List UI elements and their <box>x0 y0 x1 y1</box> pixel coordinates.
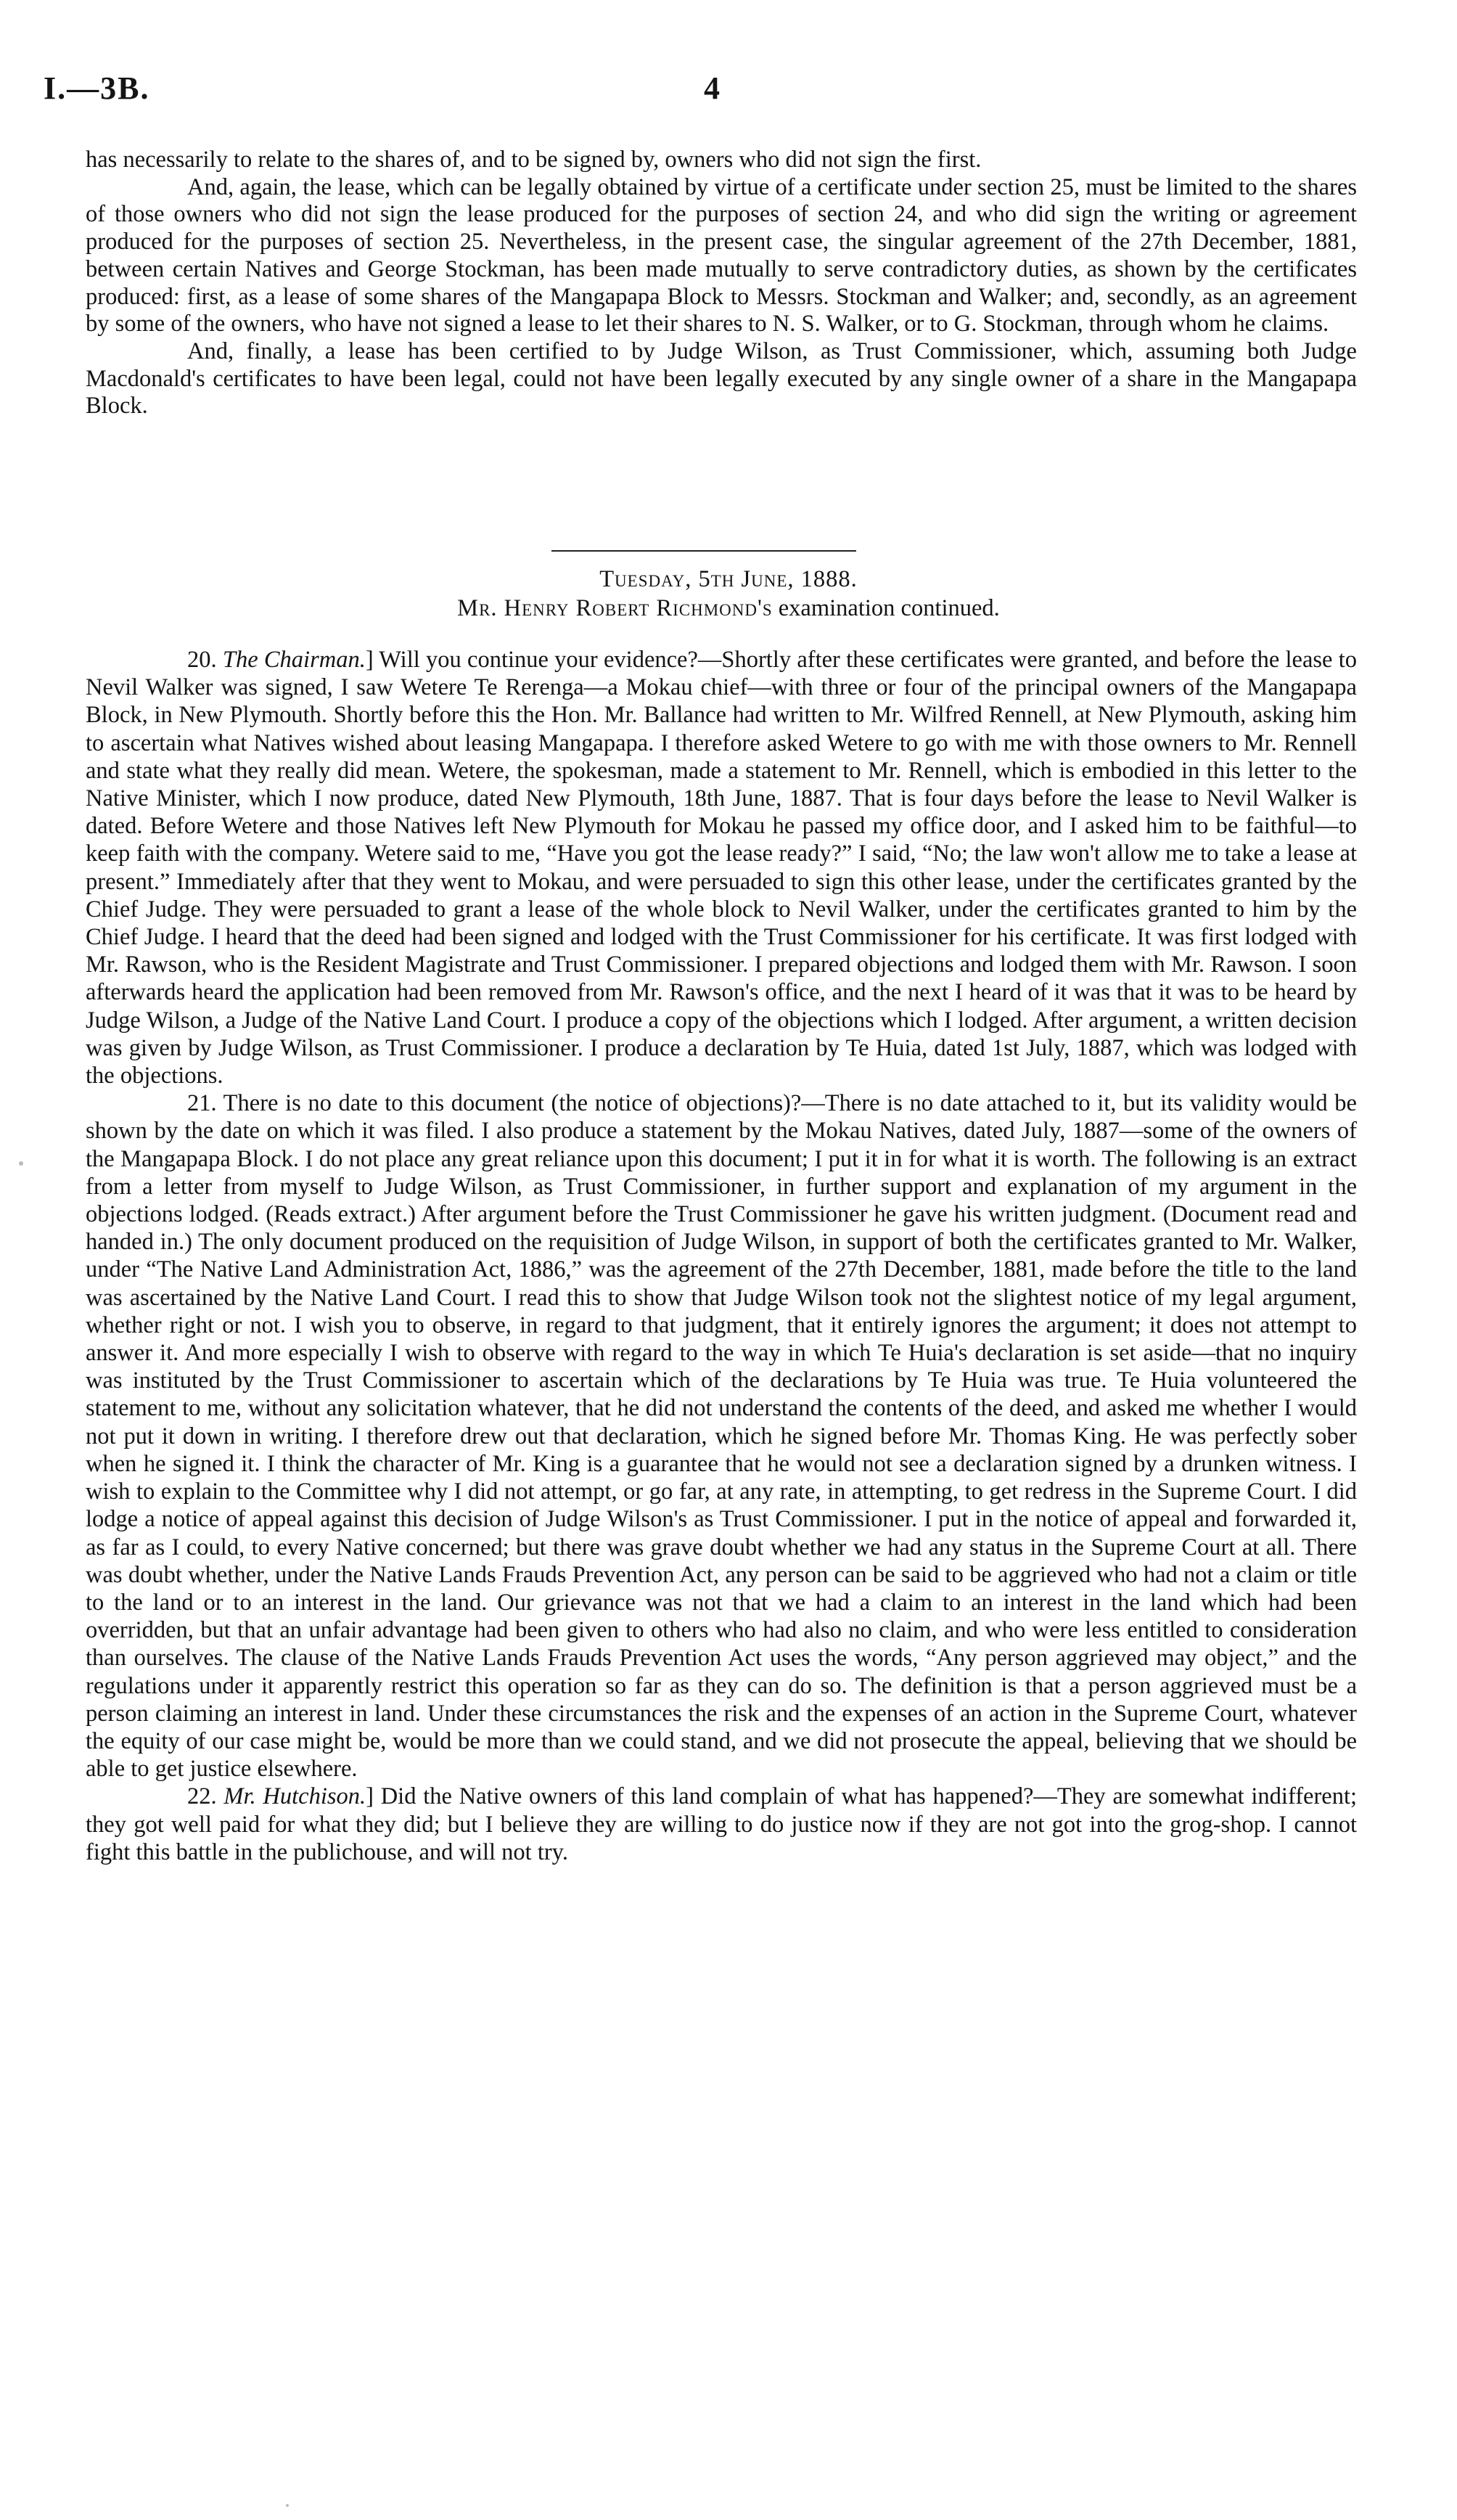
paragraph-text: ] Did the Native owners of this land complain of what has happened?—They are somewhat indifferent; they got well paid for what they did; but I believe they are willing to do justice now if they are not got into the grog-shop. I cannot fight this battle in the publichouse, and will not try. <box>86 1783 1358 1865</box>
evidence-paragraph-20 <box>86 646 1357 1089</box>
paragraph-text: There is no date to this document (the notice of objections)?—There is no date attached to it, but its validity would be shown by the date on which it was filed. I also produce a statement by the Mokau Natives, dated July, 1887—some of the owners of the Mangapapa Block. I do not place any great reliance upon this document; I put it in for what it is worth. The following is an extract from a letter from myself to Judge Wilson, as Trust Commissioner, in further support and explanation of my argument in the objections lodged. (Reads extract.) After argument before the Trust Commissioner he gave his written judgment. (Document read and handed in.) The only document produced on the requisition of Judge Wilson, in support of both the certificates granted to Mr. Walker, under “The Native Land Administration Act, 1886,” was the agreement of the 27th December, 1881, made before the title to the land was ascertained by the Native Land Court. I read this to show that Judge Wilson took not the slightest notice of my legal argument, whether right or not. I wish you to observe, in regard to that judgment, that it entirely ignores the argument; it does not attempt to answer it. And more especially I wish to observe with regard to the way in which Te Huia's declaration is set aside—that no inquiry was instituted by the Trust Commissioner to ascertain which of the declarations by Te Huia was true. Te Huia volunteered the statement to me, without any solicitation whatever, that he did not understand the contents of the deed, and asked me whether I would not put it down in writing. I therefore drew out that declaration, which he signed before Mr. Thomas King. He was perfectly sober when he signed it. I think the character of Mr. King is a guarantee that he would not see a declaration signed by a drunken witness. I wish to explain to the Committee why I did not attempt, or go far, at any rate, in attempting, to get redress in the Supreme Court. I did lodge a notice of appeal against this decision of Judge Wilson's as Trust Commissioner. I put in the notice of appeal and forwarded it, as far as I could, to every Native concerned; but there was grave doubt whether we had any status in the Supreme Court at all. There was doubt whether, under the Native Lands Frauds Prevention Act, any person can be said to be aggrieved who had not a claim or title to the land or to an interest in the land. Our grievance was not that we had a claim to an interest in the land which had been overridden, but that an unfair advantage had been given to others who had also no claim, and who were less entitled to consideration than ourselves. The clause of the Native Lands Frauds Prevention Act uses the words, “Any person aggrieved may object,” and the regulations under it apparently restrict this operation so far as they can do so. The definition is that a person aggrieved must be a person claiming an interest in land. Under these circumstances the risk and the expenses of an action in the Supreme Court, whatever the equity of our case might be, would be more than we could stand, and we did not prosecute the appeal, believing that we should be able to get justice elsewhere. <box>86 1090 1357 1783</box>
section-divider <box>551 550 856 552</box>
speaker-name: The Chairman. <box>222 647 366 673</box>
scan-speck <box>19 1161 23 1166</box>
opening-section <box>86 147 1357 420</box>
scan-speck <box>286 2504 289 2507</box>
page-number: 4 <box>704 70 720 106</box>
examination-heading <box>0 595 1457 622</box>
examination-suffix: examination continued. <box>772 595 1000 621</box>
paragraph-number: 20. <box>187 647 217 673</box>
page-header <box>44 70 1371 113</box>
evidence-paragraph-22 <box>86 1783 1357 1866</box>
opening-paragraph-2: And, again, the lease, which can be legally obtained by virtue of a certificate under section 25, must be limited to the shares of those owners who did not sign the lease produced for the purposes of section 24, and who did sign the writing or agreement produced for the purposes of section 25. Nevertheless, in the present case, the singular agreement of the 27th December, 1881, between certain Natives and George Stockman, has been made mutually to serve contradictory duties, as shown by the certificates produced: first, as a lease of some shares of the Mangapapa Block to Messrs. Stockman and Walker; and, secondly, as an agreement by some of the owners, who have not signed a lease to let their shares to N. S. Walker, or to G. Stockman, through whom he claims. <box>86 173 1357 338</box>
opening-paragraph-3: And, finally, a lease has been certified to by Judge Wilson, as Trust Commissioner, which, assuming both Judge Macdonald's certificates to have been legal, could not have been legally executed by any single owner of a share in the Mangapapa Block. <box>86 338 1357 420</box>
opening-paragraph-1: has necessarily to relate to the shares of, and to be signed by, owners who did not sign the first. <box>86 147 982 173</box>
evidence-section <box>86 646 1357 1866</box>
speaker-name: Mr. Hutchison. <box>223 1783 366 1810</box>
paragraph-number: 22. <box>187 1783 217 1810</box>
paragraph-number: 21. <box>187 1090 217 1117</box>
session-date: Tuesday, 5th June, 1888. <box>599 566 858 592</box>
paragraph-text: ] Will you continue your evidence?—Shortly after these certificates were granted, and before the lease to Nevil Walker was signed, I saw Wetere Te Rerenga—a Mokau chief—with three or four of the principal owners of the Mangapapa Block, in New Plymouth. Shortly before this the Hon. Mr. Ballance had written to Mr. Wilfred Rennell, at New Plymouth, asking him to ascertain what Natives wished about leasing Mangapapa. I therefore asked Wetere to go with me with those owners to Mr. Rennell and state what they really did mean. Wetere, the spokesman, made a statement to Mr. Rennell, which is embodied in this letter to the Native Minister, which I now produce, dated New Plymouth, 18th June, 1887. That is four days before the lease to Nevil Walker is dated. Before Wetere and those Natives left New Plymouth for Mokau he passed my office door, and I asked him to be faithful—to keep faith with the company. Wetere said to me, “Have you got the lease ready?” I said, “No; the law won't allow me to take a lease at present.” Immediately after that they went to Mokau, and were persuaded to sign this other lease, under the certificates granted by the Chief Judge. They were persuaded to grant a lease of the whole block to Nevil Walker, under the certificates granted to him by the Chief Judge. I heard that the deed had been signed and lodged with the Trust Commissioner for his certificate. It was first lodged with Mr. Rawson, who is the Resident Magistrate and Trust Commissioner. I prepared objections and lodged them with Mr. Rawson. I soon afterwards heard the application had been removed from Mr. Rawson's office, and the next I heard of it was that it was to be heard by Judge Wilson, a Judge of the Native Land Court. I produce a copy of the objections which I lodged. After argument, a written decision was given by Judge Wilson, as Trust Commissioner. I produce a declaration by Te Huia, dated 1st July, 1887, which was lodged with the objections. <box>86 647 1357 1089</box>
document-reference: I.—3B. <box>44 70 150 106</box>
witness-name: Mr. Henry Robert Richmond's <box>457 595 773 621</box>
evidence-paragraph-21 <box>86 1089 1357 1783</box>
